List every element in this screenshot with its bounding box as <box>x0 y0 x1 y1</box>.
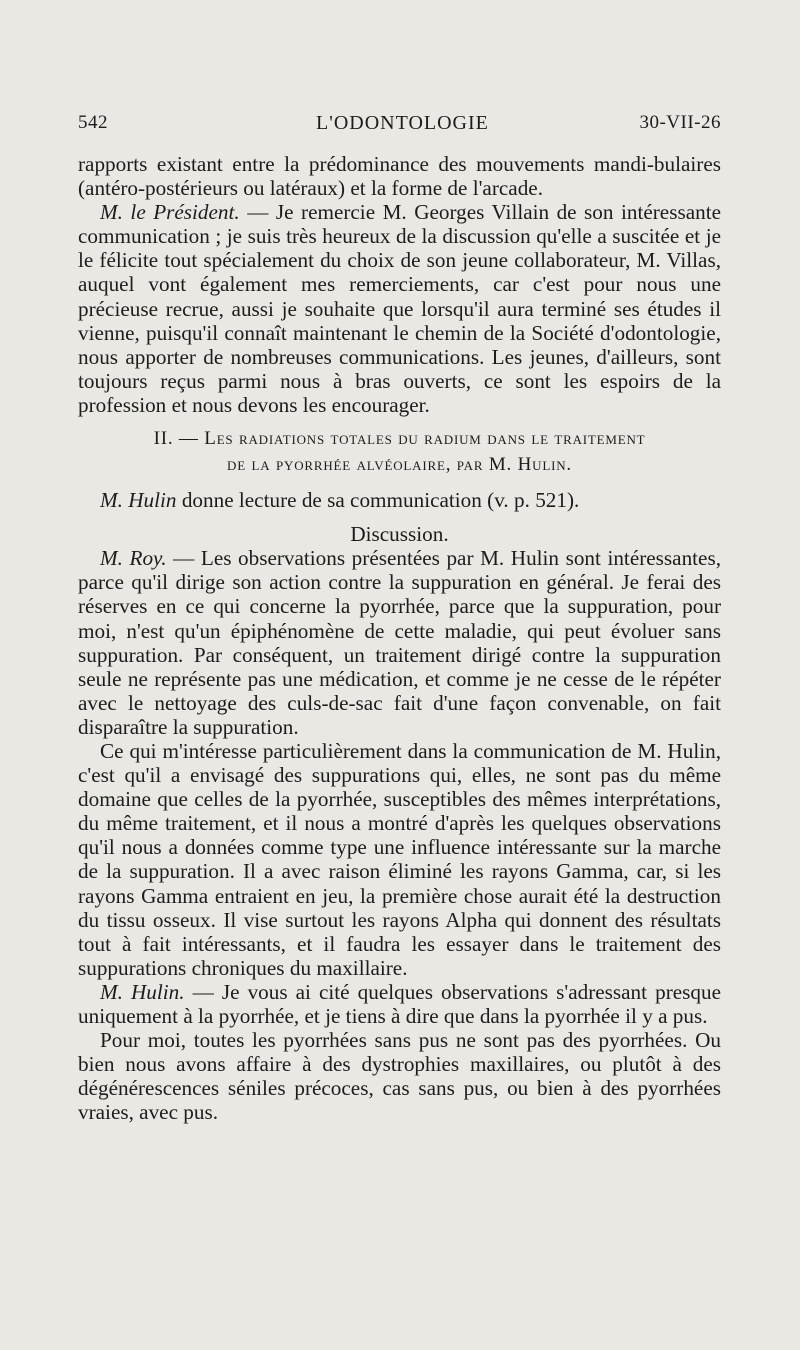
hulin-reply-text: — Je vous ai cité quelques observations s'adressant presque uniquement à la pyorrhée, et je tiens à dire que dans la pyorrhée il y a pus. <box>78 979 721 1028</box>
roy-paragraph-2: Ce qui m'intéresse particulièrement dans la communication de M. Hulin, c'est qu'il a envisagé des suppurations qui, elles, ne sont pas du même domaine que celles de la pyorrhée, susceptibles des mêmes interprétations, du même traitement, et il nous a montré d'après les quelques observations qu'il nous a données comme type une influence intéressante sur la marche de la suppuration. Il a avec raison éliminé les rayons Gamma, car, si les rayons Gamma entraient en jeu, la première chose aurait été la destruction du tissu osseux. Il vise surtout les rayons Alpha qui donnent des résultats tout à fait intéressants, et il faudra les essayer dans le traitement des suppurations chroniques du maxillaire. <box>78 738 721 980</box>
speaker-roy: M. Roy. <box>100 546 167 571</box>
discussion-heading: Discussion. <box>350 522 449 547</box>
journal-title: L'ODONTOLOGIE <box>316 112 489 134</box>
section-title-line-1: II. — Les radiations totales du radium dans le traitement <box>153 428 646 450</box>
president-paragraph <box>78 200 721 417</box>
page-number: 542 <box>78 112 108 133</box>
running-header <box>78 112 721 142</box>
hulin-reading-paragraph <box>78 488 721 512</box>
page-body <box>78 152 721 1124</box>
intro-paragraph: rapports existant entre la prédominance des mouvements mandi-bulaires (antéro-postérieurs ou latéraux) et la forme de l'arcade. <box>78 152 721 201</box>
hulin-reply-paragraph <box>78 980 721 1028</box>
president-text: — Je remercie M. Georges Villain de son intéressante communication ; je suis très heureux de la discussion qu'elle a suscitée et je le félicite tout spécialement du choix de son jeune collaborateur, M. Villas, auquel vont également mes remerciements, car c'est pour nous une précieuse recrue, aussi je souhaite que lorsqu'il aura terminé ses études il vienne, puisqu'il connaît maintenant le chemin de la Société d'odontologie, nous apporter de nombreuses communications. Les jeunes, d'ailleurs, sont toujours reçus parmi nous à bras ouverts, ce sont les espoirs de la profession et nous devons les encourager. <box>78 200 721 417</box>
final-paragraph: Pour moi, toutes les pyorrhées sans pus ne sont pas des pyorrhées. Ou bien nous avons affaire à des dystrophies maxillaires, ou plutôt à des dégénérescences séniles précoces, cas sans pus, ou bien à des pyorrhées vraies, avec pus. <box>78 1028 721 1125</box>
speaker-hulin: M. Hulin <box>100 488 177 513</box>
roy-text: — Les observations présentées par M. Hulin sont intéressantes, parce qu'il dirige son action contre la suppuration en général. Je ferai des réserves en ce qui concerne la pyorrhée, parce que la suppuration, pour moi, n'est qu'un épiphénomène de cette maladie, qui peut évoluer sans suppuration. Par conséquent, un traitement dirigé contre la suppuration seule ne représente pas une médication, et comme je ne cesse de le répéter avec le nettoyage des culs-de-sac fait d'une façon convenable, on fait disparaître la suppuration. <box>78 546 722 739</box>
hulin-reading-text: donne lecture de sa communication (v. p. 521). <box>176 488 580 513</box>
speaker-hulin-reply: M. Hulin. <box>100 979 185 1004</box>
speaker-president: M. le Président. <box>100 200 240 225</box>
issue-date: 30-VII-26 <box>639 112 721 133</box>
section-title-line-2: de la pyorrhée alvéolaire, par M. Hulin. <box>227 454 572 476</box>
roy-paragraph <box>78 546 721 739</box>
